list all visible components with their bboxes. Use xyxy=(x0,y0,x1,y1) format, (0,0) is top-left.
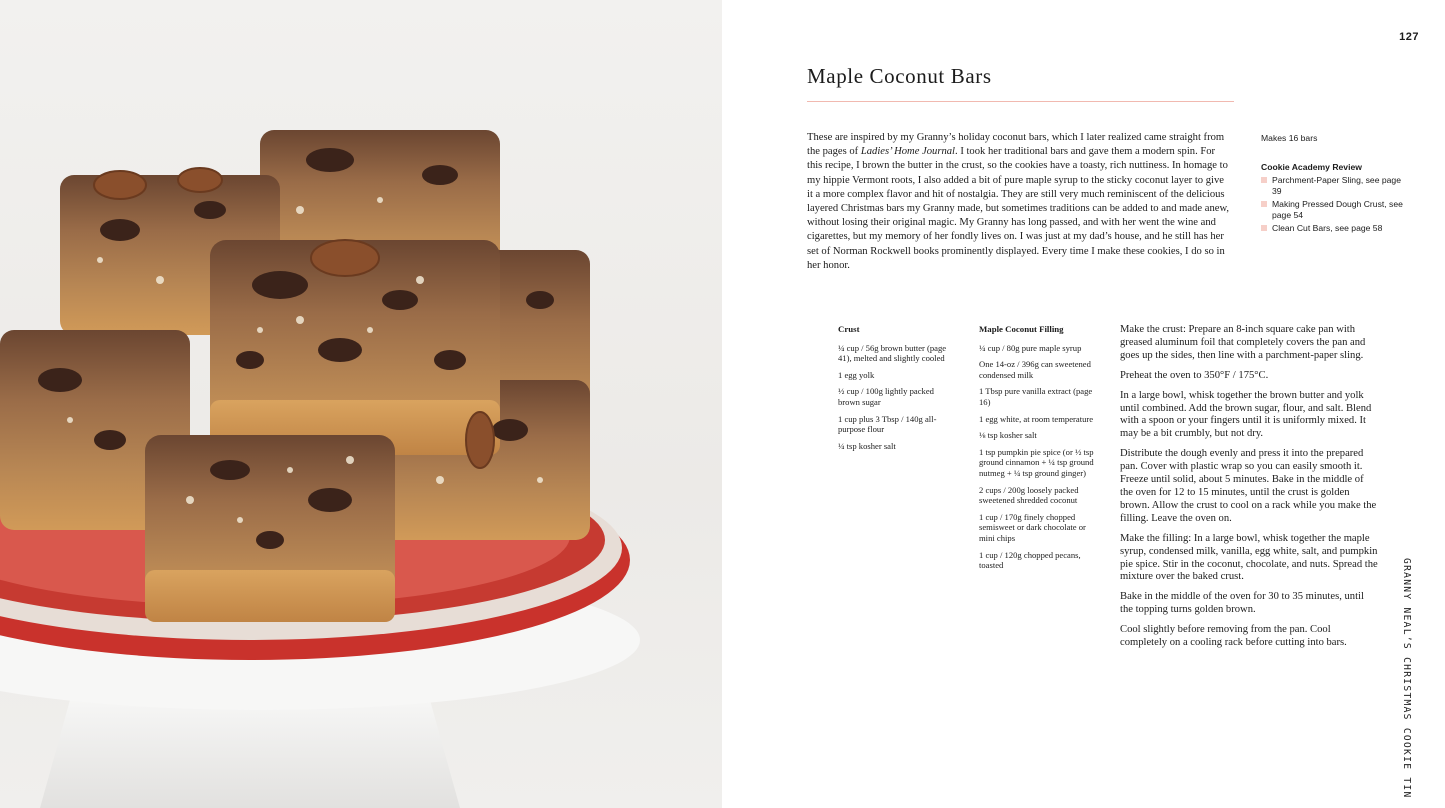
method-step: Make the filling: In a large bowl, whisk together the maple syrup, condensed milk, vanilla, egg white, salt, and pumpkin pie spice. Stir in the coconut, chocolate, and nuts. Spread the mixture over the baked crust. xyxy=(1120,532,1378,583)
ingredient-item: ⅛ tsp kosher salt xyxy=(979,430,1037,441)
recipe-intro xyxy=(807,131,1232,273)
ingredient-item: 2 cups / 200g loosely packed sweetened shredded coconut xyxy=(979,484,1079,506)
crust-heading: Crust xyxy=(838,324,860,334)
review-item: Making Pressed Dough Crust, see page 54 xyxy=(1261,199,1411,221)
ingredient-item: 1 egg yolk xyxy=(838,369,875,380)
ingredient-item: ¼ cup / 80g pure maple syrup xyxy=(979,342,1082,353)
filling-heading: Maple Coconut Filling xyxy=(979,324,1064,334)
intro-text-1: These are inspired by my Granny’s holiday coconut bars, which I later realized came straight from the pages of xyxy=(807,132,1225,158)
ingredient-item: 1 Tbsp pure vanilla extract (page 16) xyxy=(979,386,1093,407)
method-step: Distribute the dough evenly and press it into the prepared pan. Cover with plastic wrap so you can easily smooth it. Freeze until solid, about 5 minutes. Bake in the middle of the oven for 12 to 15 minutes, until the crust is golden brown. Allow the crust to cool on a rack while you make the filling. Leave the oven on. xyxy=(1120,448,1377,524)
coconut-bars-illustration xyxy=(0,0,722,808)
method-step: Preheat the oven to 350°F / 175°C. xyxy=(1120,369,1269,381)
intro-italic-source: Ladies’ Home Journal xyxy=(860,146,956,158)
method-step: Make the crust: Prepare an 8-inch square cake pan with greased aluminum foil that completely covers the pan and goes up the sides, then line with a parchment-paper sling. xyxy=(1120,324,1366,361)
method-step: Bake in the middle of the oven for 30 to 35 minutes, until the topping turns golden brown. xyxy=(1120,591,1364,616)
method-steps xyxy=(1120,324,1378,657)
ingredient-item: ½ cup / 100g lightly packed brown sugar xyxy=(838,386,934,407)
intro-text-2: . I took her traditional bars and gave them a modern spin. For this recipe, I brown the butter in the crust, so the cookies have a toasty, rich nuttiness. In homage to my hippie Vermont roots, I also added a bit of pure maple syrup to the sticky coconut layer to give it a more complex flavor and hit of nostalgia. They are still very much reminiscent of the delicious layered Christmas bars my Granny made, but sometimes traditions can be added to and made anew, without losing their original magic. My Granny has long passed, and with her went the wine and cigarettes, but my memory of her fondly lives on. I was just at my dad’s house, and he still has her set of Norman Rockwell books prominently displayed. Every time I make these cookies, I do so in her honor. xyxy=(807,146,1230,271)
ingredient-item: One 14-oz / 396g can sweetened condensed milk xyxy=(979,359,1091,380)
method-step: In a large bowl, whisk together the brown butter and yolk until combined. Add the brown sugar, flour, and salt. Blend with a spoon or your fingers until it is uniformly mixed. It may be a bit crumbly, but not dry. xyxy=(1120,389,1372,440)
review-list xyxy=(1261,175,1411,234)
crust-ingredients xyxy=(838,324,948,457)
ingredient-item: 1 cup / 170g finely chopped semisweet or dark chocolate or mini chips xyxy=(979,511,1086,543)
recipe-title: Maple Coconut Bars xyxy=(807,64,992,88)
ingredient-item: 1 egg white, at room temperature xyxy=(979,413,1094,424)
recipe-yield: Makes 16 bars xyxy=(1261,133,1318,143)
recipe-sidebar xyxy=(1261,133,1411,236)
ingredient-item: 1 cup / 120g chopped pecans, toasted xyxy=(979,549,1081,571)
review-heading: Cookie Academy Review xyxy=(1261,162,1362,172)
ingredient-item: ¼ cup / 56g brown butter (page 41), melted and slightly cooled xyxy=(838,342,947,364)
page-number: 127 xyxy=(1399,31,1419,43)
running-head: GRANNY NEAL’S CHRISTMAS COOKIE TIN xyxy=(1401,558,1412,799)
method-step: Cool slightly before removing from the pan. Cool completely on a cooling rack before cutting into bars. xyxy=(1120,624,1347,649)
review-item: Parchment-Paper Sling, see page 39 xyxy=(1261,175,1411,197)
review-item: Clean Cut Bars, see page 58 xyxy=(1261,223,1411,234)
title-underline xyxy=(807,101,1234,102)
filling-ingredients xyxy=(979,324,1099,577)
ingredient-item: 1 tsp pumpkin pie spice (or ½ tsp ground cinnamon + ¼ tsp ground nutmeg + ¼ tsp ground ginger) xyxy=(979,446,1094,478)
ingredient-item: ¼ tsp kosher salt xyxy=(838,440,896,451)
ingredient-item: 1 cup plus 3 Tbsp / 140g all-purpose flour xyxy=(838,413,937,435)
recipe-photo xyxy=(0,0,722,808)
